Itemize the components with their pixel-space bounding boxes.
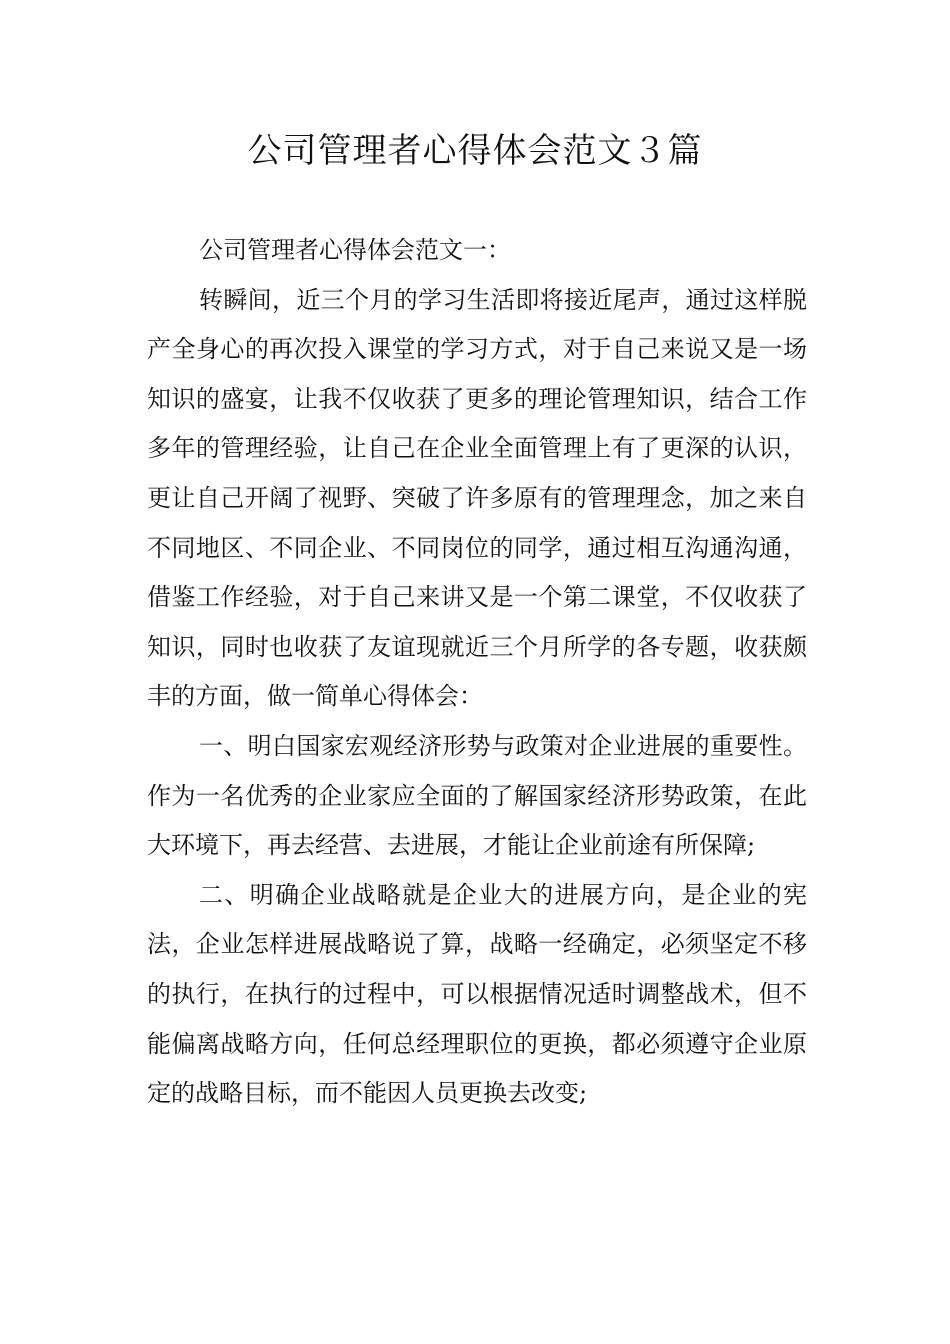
paragraph-subtitle: 公司管理者心得体会范文一： <box>199 236 511 264</box>
paragraph-point-two: 二、明确企业战略就是企业大的进展方向，是企业的宪法，企业怎样进展战略说了算，战略一经确定，必须坚定不移的执行，在执行的过程中，可以根据情况适时调整战术，但不能偏离战略方向，任何总经理职位的更换，都必须遵守企业原定的战略目标，而不能因人员更换去改变; <box>147 880 807 1108</box>
paragraph-point-one: 一、明白国家宏观经济形势与政策对企业进展的重要性。作为一名优秀的企业家应全面的了解国家经济形势政策，在此大环境下，再去经营、去进展，才能让企业前途有所保障; <box>147 731 807 860</box>
document-body <box>147 226 807 1119</box>
paragraph-intro: 转瞬间，近三个月的学习生活即将接近尾声，通过这样脱产全身心的再次投入课堂的学习方式，对于自己来说又是一场知识的盛宴，让我不仅收获了更多的理论管理知识，结合工作多年的管理经验，让自己在企业全面管理上有了更深的认识，更让自己开阔了视野、突破了许多原有的管理理念，加之来自不同地区、不同企业、不同岗位的同学，通过相互沟通沟通，借鉴工作经验，对于自己来讲又是一个第二课堂，不仅收获了知识，同时也收获了友谊现就近三个月所学的各专题，收获颇丰的方面，做一简单心得体会： <box>147 285 807 711</box>
document-title: 公司管理者心得体会范文３篇 <box>247 131 703 171</box>
